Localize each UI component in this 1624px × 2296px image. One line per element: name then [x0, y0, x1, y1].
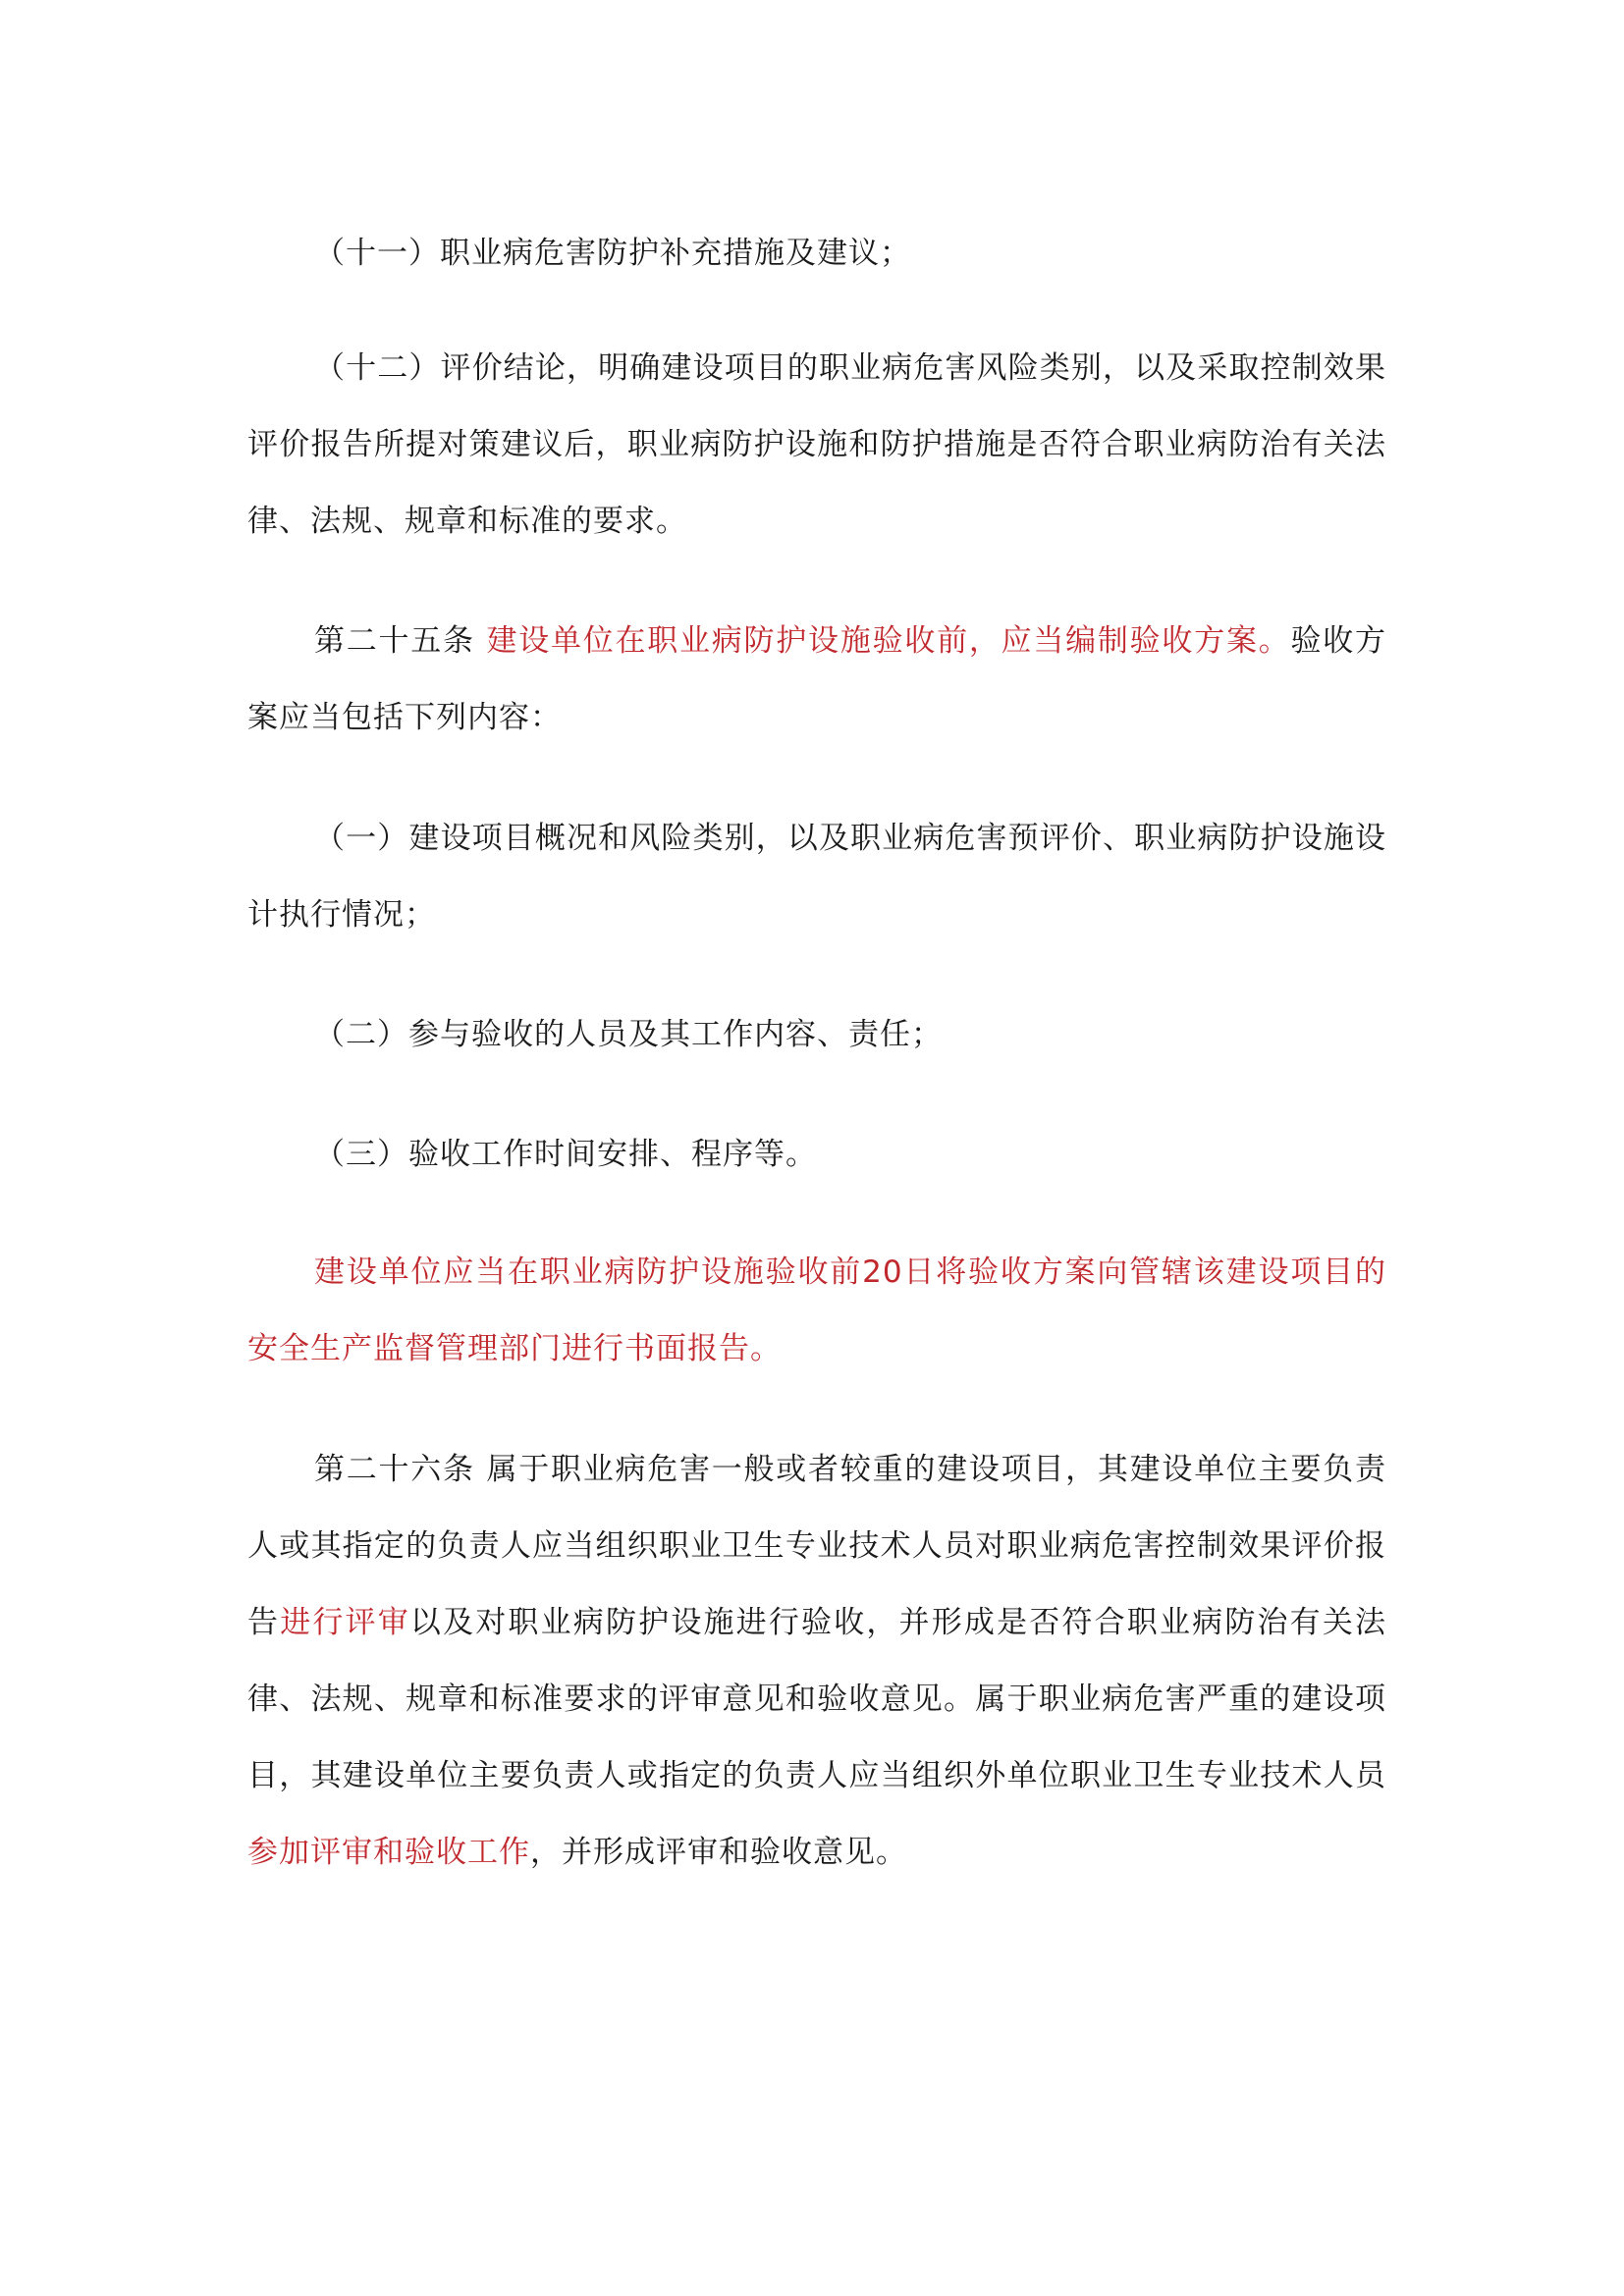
article-26 [247, 1431, 1386, 1891]
article-26-part2: 以及对职业病防护设施进行验收，并形成是否符合职业病防治有关法律、法规、规章和标准要求的评审意见和验收意见。属于职业病危害严重的建设项目，其建设单位主要负责人或指定的负责人应当组织外单位职业卫生专业技术人员 [247, 1605, 1387, 1793]
article-25-highlight: 建设单位在职业病防护设施验收前，应当编制验收方案。 [486, 623, 1291, 659]
article-26-highlight2: 参加评审和验收工作 [247, 1835, 530, 1870]
item-eleven [247, 215, 1386, 292]
report-requirement [247, 1234, 1386, 1387]
article-25-rest: 验收方案应当包括下列内容： [247, 623, 1387, 735]
article-26-highlight1: 进行评审 [280, 1605, 410, 1640]
report-requirement-text: 建设单位应当在职业病防护设施验收前20日将验收方案向管辖该建设项目的安全生产监督管理部门进行书面报告。 [247, 1255, 1386, 1366]
article-26-label: 第二十六条 [314, 1452, 475, 1487]
list-item-1-text: （一）建设项目概况和风险类别，以及职业病危害预评价、职业病防护设施设计执行情况； [247, 821, 1386, 933]
list-item-1 [247, 800, 1386, 953]
list-item-2 [247, 996, 1386, 1073]
article-25 [247, 603, 1386, 756]
article-26-part3: ，并形成评审和验收意见。 [530, 1835, 907, 1870]
item-eleven-text: （十一）职业病危害防护补充措施及建议； [314, 236, 911, 271]
list-item-2-text: （二）参与验收的人员及其工作内容、责任； [314, 1017, 943, 1052]
article-25-label: 第二十五条 [314, 623, 475, 659]
article-26-part1: 属于职业病危害一般或者较重的建设项目，其建设单位主要负责人或其指定的负责人应当组织职业卫生专业技术人员对职业病危害控制效果评价报告 [247, 1452, 1387, 1640]
list-item-3 [247, 1116, 1386, 1193]
list-item-3-text: （三）验收工作时间安排、程序等。 [314, 1137, 817, 1172]
item-twelve-text: （十二）评价结论，明确建设项目的职业病危害风险类别，以及采取控制效果评价报告所提对策建议后，职业病防护设施和防护措施是否符合职业病防治有关法律、法规、规章和标准的要求。 [247, 350, 1386, 539]
item-twelve [247, 330, 1386, 560]
